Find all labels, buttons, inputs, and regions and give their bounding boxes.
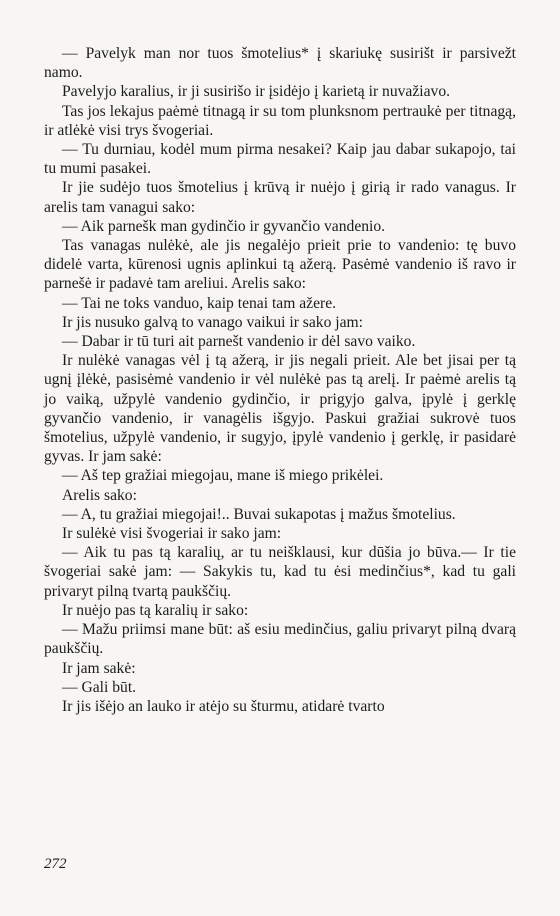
paragraph: Tas jos lekajus paėmė titnagą ir su tom plunksnom pertraukė per titnagą, ir atlėkė visi trys švogeriai. (44, 102, 516, 139)
paragraph: Tas vanagas nulėkė, ale jis negalėjo prieit prie to vandenio: tę buvo didelė varta, kūrenosi ugnis aplinkui tą ažerą. Pasėmė vandenio iš ravo ir parnešė ir padavė tam areliui. Arelis sako: (44, 237, 516, 293)
paragraph: Ir jis išėjo an lauko ir atėjo su šturmu, atidarė tvarto (62, 697, 385, 715)
paragraph: Ir sulėkė visi švogeriai ir sako jam: (62, 525, 282, 543)
paragraph: Pavelyjo karalius, ir ji susirišo ir įsidėjo į karietą ir nuvažiavo. (62, 83, 451, 101)
paragraph: — Tai ne toks vanduo, kaip tenai tam ažere. (62, 294, 337, 312)
body-text (44, 44, 516, 716)
paragraph: Ir jam sakė: (62, 659, 136, 677)
paragraph: — Dabar ir tū turi ait parnešt vandenio ir dėl savo vaiko. (62, 333, 416, 351)
paragraph: — Mažu priimsi mane būt: aš esiu medinčius, galiu privaryt pilną dvarą paukščių. (44, 621, 516, 658)
paragraph: — Gali būt. (62, 678, 137, 696)
paragraph: Arelis sako: (62, 486, 137, 504)
paragraph: Ir jis nusuko galvą to vanago vaikui ir sako jam: (62, 313, 363, 331)
paragraph: — Aik tu pas tą karalių, ar tu neišklausi, kur dūšia jo būva.— Ir tie švogeriai sakė jam: — Sakykis tu, kad tu ėsi medinčius*, kad tu gali privaryt pilną tvartą paukščių. (44, 544, 516, 600)
paragraph: Ir jie sudėjo tuos šmotelius į krūvą ir nuėjo į girią ir rado vanagus. Ir arelis tam vanagui sako: (44, 179, 516, 216)
paragraph: — Tu durniau, kodėl mum pirma nesakei? Kaip jau dabar sukapojo, tai tu mumi pasakei. (44, 141, 516, 178)
paragraph: — Pavelyk man nor tuos šmotelius* į skariukę susirišt ir parsivežt namo. (44, 45, 516, 82)
paragraph: — Aik parnešk man gydinčio ir gyvančio vandenio. (62, 217, 386, 235)
paragraph: — A, tu gražiai miegojai!.. Buvai sukapotas į mažus šmotelius. (62, 505, 456, 523)
paragraph: Ir nuėjo pas tą karalių ir sako: (62, 601, 249, 619)
paragraph: Ir nulėkė vanagas vėl į tą ažerą, ir jis negali prieit. Ale bet jisai per tą ugnį įlėkė, pasisėmė vandenio ir vėl nulėkė pas tą arelį. Ir paėmė arelis tą jo vaiką, užpylė vandenio gydinčio, ir prigyjo galva, įpylė į gerklę gyvančio vandenio, ir vanagėlis išgyjo. Paskui gražiai sukrovė tuos šmotelius, užpylė vandenio, ir sugyjo, įpylė vandenio į gerklę, ir pasidarė gyvas. Ir jam sakė: (44, 352, 516, 466)
paragraph: — Aš tep gražiai miegojau, mane iš miego prikėlei. (62, 467, 384, 485)
page-number: 272 (44, 856, 67, 872)
